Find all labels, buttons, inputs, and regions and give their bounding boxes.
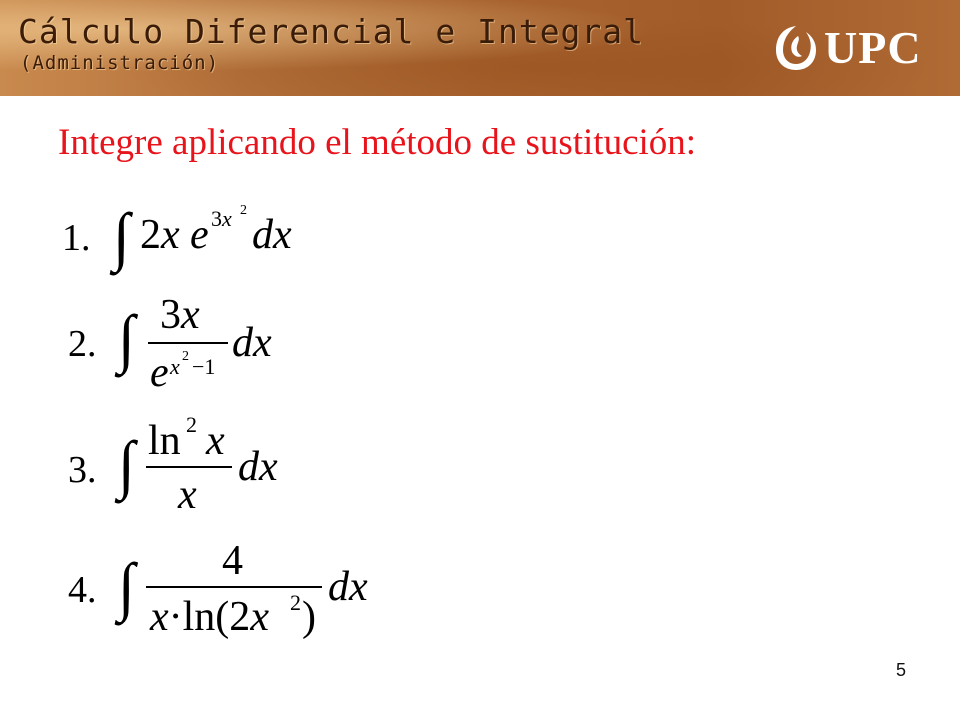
course-title: Cálculo Diferencial e Integral	[18, 12, 645, 51]
exercise-number: 4.	[68, 569, 97, 611]
upc-logo-text: UPC	[824, 22, 922, 73]
upc-swirl-icon	[772, 22, 820, 74]
exercise-number: 1.	[62, 217, 91, 259]
exercise-number: 2.	[68, 323, 97, 365]
header-banner	[0, 0, 960, 96]
upc-logo	[772, 20, 948, 76]
page-number: 5	[895, 660, 906, 680]
slide-heading: Integre aplicando el método de sustitución:	[58, 122, 697, 163]
exercise-number: 3.	[68, 449, 97, 491]
course-subtitle: (Administración)	[20, 52, 220, 74]
